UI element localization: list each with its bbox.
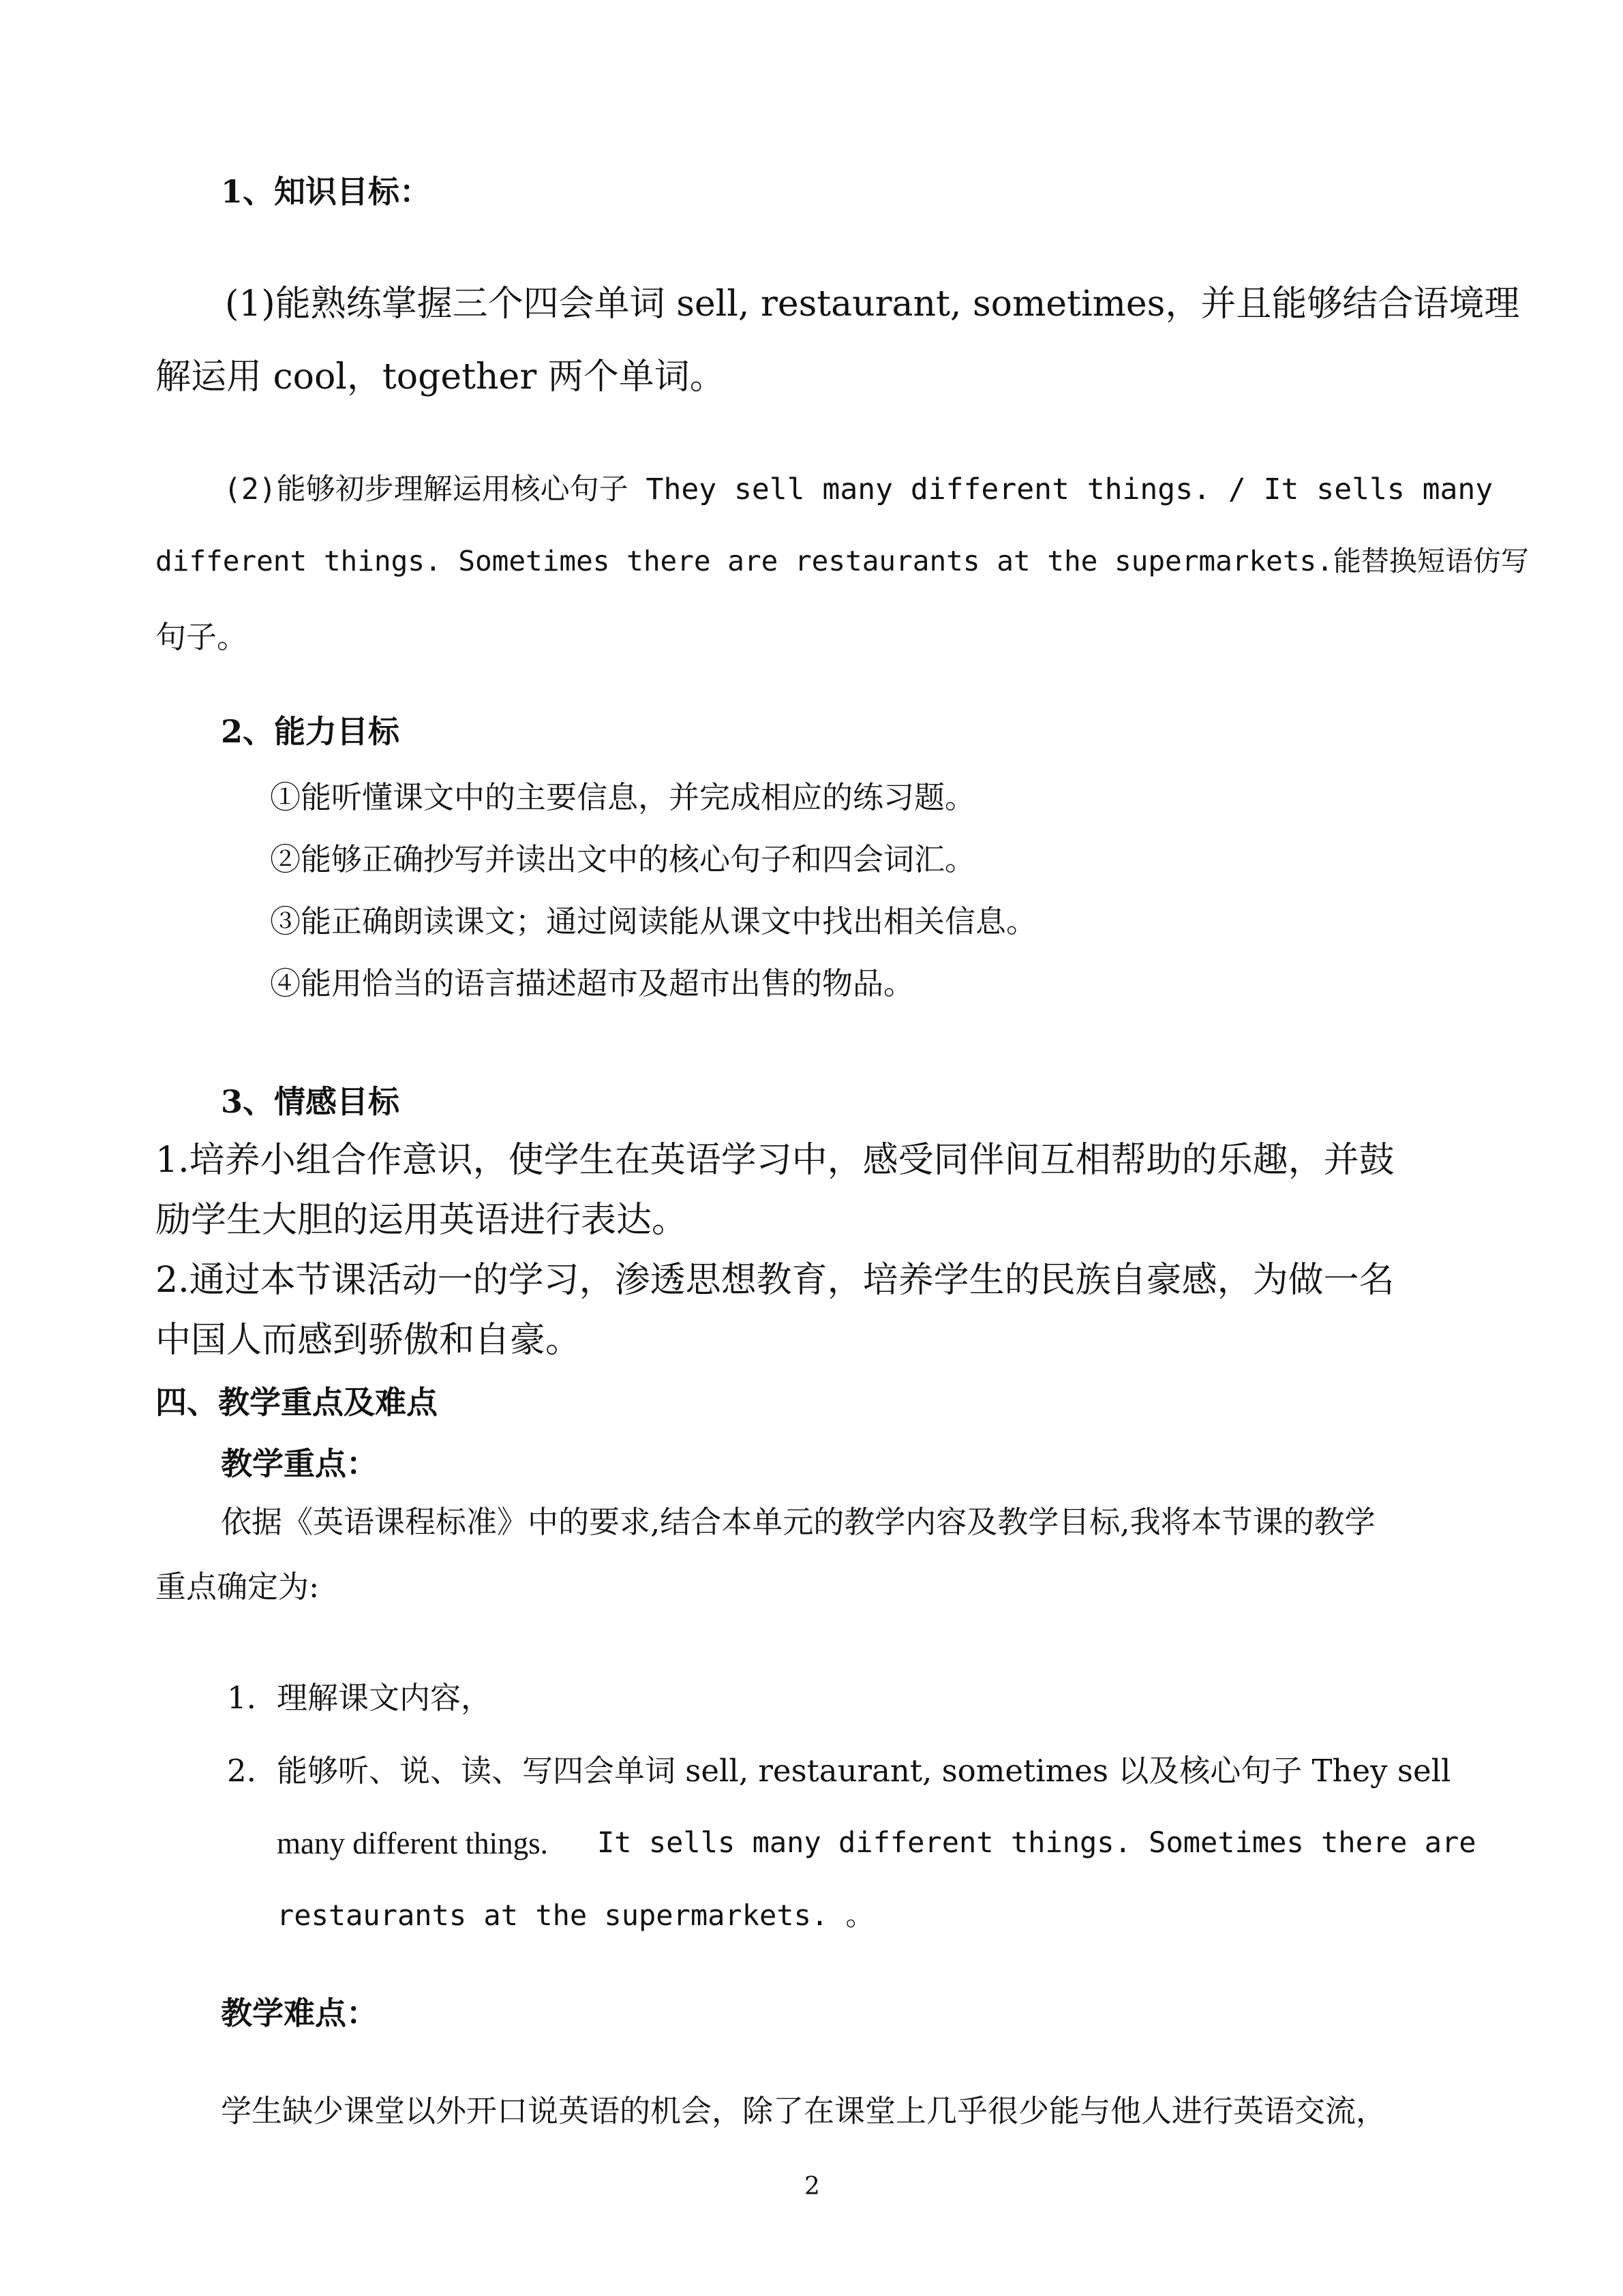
knowledge-item2-line3: 句子。 (155, 619, 248, 655)
list-item-1-text: 理解课文内容， (277, 1680, 492, 1716)
list-item-2-line1: 能够听、说、读、写四会单词 sell, restaurant, sometimes 以及核心句子 They sell (277, 1753, 1451, 1789)
key-points-intro-line1: 依据《英语课程标准》中的要求,结合本单元的教学内容及教学目标,我将本节课的教学 (221, 1504, 1376, 1540)
ability-item-2: ②能够正确抄写并读出文中的核心句子和四会词汇。 (270, 841, 976, 877)
difficulties-line1: 学生缺少课堂以外开口说英语的机会，除了在课堂上几乎很少能与他人进行英语交流， (221, 2093, 1387, 2129)
emotion-p2-line2: 中国人而感到骄傲和自豪。 (155, 1320, 581, 1361)
key-points-subheading: 教学重点： (221, 1445, 378, 1482)
knowledge-heading: 1、知识目标： (221, 173, 431, 210)
emotion-heading: 3、情感目标 (221, 1083, 400, 1120)
emotion-p1-line1: 1.培养小组合作意识，使学生在英语学习中，感受同伴间互相帮助的乐趣，并鼓 (155, 1140, 1395, 1181)
knowledge-item1-line1: (1)能熟练掌握三个四会单词 sell, restaurant, sometimes，并且能够结合语境理 (225, 284, 1520, 324)
list-item-2-line3: restaurants at the supermarkets. 。 (277, 1899, 875, 1932)
knowledge-item2-line1: (2)能够初步理解运用核心句子 They sell many different things. / It sells many (224, 472, 1493, 507)
difficulties-heading: 教学难点： (221, 1995, 378, 2031)
ability-item-3: ③能正确朗读课文；通过阅读能从课文中找出相关信息。 (270, 903, 1037, 939)
key-points-heading: 四、教学重点及难点 (155, 1384, 438, 1421)
ability-item-4: ④能用恰当的语言描述超市及超市出售的物品。 (270, 965, 915, 1001)
ability-item-1: ①能听懂课文中的主要信息，并完成相应的练习题。 (270, 779, 976, 815)
emotion-p2-line1: 2.通过本节课活动一的学习，渗透思想教育，培养学生的民族自豪感，为做一名 (155, 1260, 1395, 1301)
knowledge-item2-line2: different things. Sometimes there are restaurants at the supermarkets.能替换短语仿写 (155, 545, 1529, 577)
list-item-2-line2a: many different things. (277, 1826, 548, 1860)
emotion-p1-line2: 励学生大胆的运用英语进行表达。 (155, 1200, 688, 1241)
ability-heading: 2、能力目标 (221, 713, 400, 750)
key-points-intro-line2: 重点确定为: (155, 1569, 320, 1605)
knowledge-item1-line2: 解运用 cool，together 两个单词。 (155, 357, 725, 397)
page-number: 2 (804, 2173, 820, 2201)
list-item-1-number: 1. (227, 1680, 256, 1716)
list-item-2-line2b: It sells many different things. Sometimes there are (597, 1826, 1476, 1859)
list-item-2-number: 2. (227, 1753, 256, 1789)
